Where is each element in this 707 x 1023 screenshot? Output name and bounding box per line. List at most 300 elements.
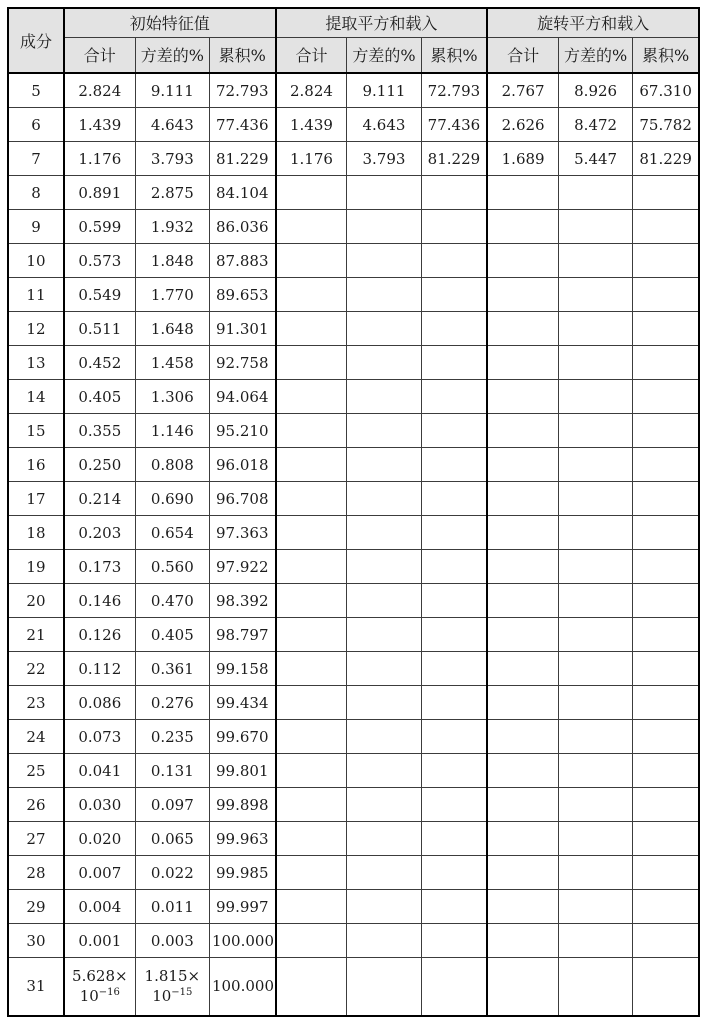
value-cell	[487, 346, 558, 380]
value-cell	[487, 448, 558, 482]
value-cell	[421, 924, 487, 958]
subheader-total: 合计	[276, 37, 347, 73]
value-cell	[276, 482, 347, 516]
value-cell: 0.452	[64, 346, 135, 380]
table-row	[8, 346, 699, 380]
value-cell: 99.801	[209, 754, 275, 788]
table-row	[8, 176, 699, 210]
table-body	[8, 73, 699, 1016]
value-cell	[487, 822, 558, 856]
value-cell: 3.793	[135, 142, 209, 176]
value-cell	[487, 890, 558, 924]
value-cell	[558, 686, 632, 720]
subheader-total: 合计	[487, 37, 558, 73]
value-cell	[421, 686, 487, 720]
value-cell: 0.560	[135, 550, 209, 584]
value-cell	[633, 380, 699, 414]
value-cell: 2.824	[276, 73, 347, 108]
value-cell	[487, 550, 558, 584]
value-cell	[633, 618, 699, 652]
subheader-cumulative-pct: 累积%	[633, 37, 699, 73]
value-cell: 99.898	[209, 788, 275, 822]
table-row	[8, 856, 699, 890]
value-cell	[276, 584, 347, 618]
value-cell	[633, 414, 699, 448]
value-cell	[276, 380, 347, 414]
value-cell	[347, 244, 421, 278]
value-cell	[347, 652, 421, 686]
value-cell: 84.104	[209, 176, 275, 210]
table-row	[8, 822, 699, 856]
value-cell	[347, 788, 421, 822]
value-cell: 72.793	[209, 73, 275, 108]
value-cell-scientific: 1.815× $10^{-15}$	[135, 958, 209, 1017]
component-cell: 28	[8, 856, 64, 890]
value-cell: 81.229	[209, 142, 275, 176]
header-group-initial-eigenvalues: 初始特征值	[64, 8, 276, 37]
value-cell	[633, 312, 699, 346]
value-cell: 99.670	[209, 720, 275, 754]
table-row	[8, 652, 699, 686]
value-cell	[487, 584, 558, 618]
component-cell: 12	[8, 312, 64, 346]
value-cell	[276, 788, 347, 822]
value-cell	[276, 346, 347, 380]
value-cell	[421, 516, 487, 550]
value-cell	[347, 278, 421, 312]
value-cell	[347, 720, 421, 754]
value-cell	[633, 822, 699, 856]
subheader-pct-variance: 方差的%	[558, 37, 632, 73]
value-cell	[487, 414, 558, 448]
value-cell	[421, 890, 487, 924]
value-cell: 97.363	[209, 516, 275, 550]
value-cell: 91.301	[209, 312, 275, 346]
value-cell	[633, 720, 699, 754]
value-cell	[347, 822, 421, 856]
value-cell	[633, 754, 699, 788]
value-cell: 1.176	[64, 142, 135, 176]
value-cell	[558, 890, 632, 924]
value-cell: 0.003	[135, 924, 209, 958]
value-cell	[633, 278, 699, 312]
value-cell	[276, 652, 347, 686]
value-cell	[558, 652, 632, 686]
value-cell	[558, 482, 632, 516]
value-cell	[558, 822, 632, 856]
value-cell	[558, 278, 632, 312]
value-cell	[347, 754, 421, 788]
header-component: 成分	[8, 8, 64, 73]
value-cell: 0.355	[64, 414, 135, 448]
value-cell	[347, 550, 421, 584]
value-cell	[421, 652, 487, 686]
component-cell: 22	[8, 652, 64, 686]
value-cell	[276, 244, 347, 278]
value-cell	[421, 958, 487, 1017]
value-cell	[421, 278, 487, 312]
value-cell	[487, 244, 558, 278]
value-cell	[633, 652, 699, 686]
value-cell: 0.405	[64, 380, 135, 414]
value-cell: 72.793	[421, 73, 487, 108]
component-cell: 26	[8, 788, 64, 822]
value-cell: 0.041	[64, 754, 135, 788]
component-cell: 24	[8, 720, 64, 754]
value-cell	[487, 652, 558, 686]
component-cell: 19	[8, 550, 64, 584]
value-cell: 9.111	[135, 73, 209, 108]
value-cell	[633, 686, 699, 720]
value-cell: 86.036	[209, 210, 275, 244]
value-cell: 96.708	[209, 482, 275, 516]
value-cell: 92.758	[209, 346, 275, 380]
value-cell: 0.573	[64, 244, 135, 278]
value-cell	[421, 448, 487, 482]
group-header-row	[8, 8, 699, 37]
table-row	[8, 516, 699, 550]
value-cell: 5.447	[558, 142, 632, 176]
value-cell	[421, 584, 487, 618]
value-cell: 96.018	[209, 448, 275, 482]
value-cell: 100.000	[209, 924, 275, 958]
value-cell: 0.599	[64, 210, 135, 244]
value-cell: 87.883	[209, 244, 275, 278]
component-cell: 9	[8, 210, 64, 244]
header-group-rotation-loadings: 旋转平方和载入	[487, 8, 699, 37]
table-row	[8, 73, 699, 108]
value-cell	[558, 550, 632, 584]
value-cell: 0.020	[64, 822, 135, 856]
value-cell	[633, 958, 699, 1017]
value-cell: 0.073	[64, 720, 135, 754]
table-row	[8, 108, 699, 142]
value-cell: 0.097	[135, 788, 209, 822]
value-cell	[276, 924, 347, 958]
table-row	[8, 142, 699, 176]
value-cell: 99.158	[209, 652, 275, 686]
value-cell	[558, 346, 632, 380]
value-cell: 0.470	[135, 584, 209, 618]
value-cell	[421, 788, 487, 822]
table-row	[8, 312, 699, 346]
value-cell: 0.086	[64, 686, 135, 720]
sub-header-row	[8, 37, 699, 73]
value-cell	[633, 346, 699, 380]
table-row	[8, 686, 699, 720]
component-cell: 25	[8, 754, 64, 788]
value-cell	[558, 210, 632, 244]
value-cell: 81.229	[421, 142, 487, 176]
value-cell	[276, 686, 347, 720]
value-cell	[421, 754, 487, 788]
value-cell-scientific: 5.628× $10^{-16}$	[64, 958, 135, 1017]
value-cell	[276, 856, 347, 890]
subheader-pct-variance: 方差的%	[347, 37, 421, 73]
value-cell	[558, 448, 632, 482]
value-cell	[487, 278, 558, 312]
value-cell: 1.848	[135, 244, 209, 278]
value-cell: 77.436	[421, 108, 487, 142]
value-cell: 2.767	[487, 73, 558, 108]
value-cell	[487, 210, 558, 244]
component-cell: 30	[8, 924, 64, 958]
value-cell	[633, 516, 699, 550]
value-cell: 1.689	[487, 142, 558, 176]
component-cell: 15	[8, 414, 64, 448]
component-cell: 11	[8, 278, 64, 312]
value-cell: 75.782	[633, 108, 699, 142]
value-cell	[421, 380, 487, 414]
value-cell	[276, 278, 347, 312]
value-cell	[633, 448, 699, 482]
value-cell: 8.472	[558, 108, 632, 142]
value-cell	[558, 788, 632, 822]
table-row	[8, 210, 699, 244]
table-header	[8, 8, 699, 73]
value-cell: 1.458	[135, 346, 209, 380]
value-cell: 89.653	[209, 278, 275, 312]
value-cell: 98.392	[209, 584, 275, 618]
value-cell: 0.131	[135, 754, 209, 788]
value-cell: 0.022	[135, 856, 209, 890]
table-row	[8, 278, 699, 312]
component-cell: 10	[8, 244, 64, 278]
value-cell: 0.007	[64, 856, 135, 890]
value-cell: 4.643	[347, 108, 421, 142]
value-cell	[558, 414, 632, 448]
value-cell	[276, 890, 347, 924]
value-cell: 0.065	[135, 822, 209, 856]
value-cell	[347, 380, 421, 414]
value-cell: 0.250	[64, 448, 135, 482]
table-row	[8, 448, 699, 482]
value-cell	[558, 244, 632, 278]
subheader-total: 合计	[64, 37, 135, 73]
value-cell: 1.932	[135, 210, 209, 244]
value-cell: 2.875	[135, 176, 209, 210]
value-cell	[633, 890, 699, 924]
value-cell	[421, 414, 487, 448]
value-cell: 0.511	[64, 312, 135, 346]
value-cell	[558, 958, 632, 1017]
value-cell: 100.000	[209, 958, 275, 1017]
table-row	[8, 890, 699, 924]
value-cell: 0.203	[64, 516, 135, 550]
value-cell	[347, 686, 421, 720]
value-cell: 97.922	[209, 550, 275, 584]
value-cell	[487, 924, 558, 958]
value-cell	[633, 856, 699, 890]
value-cell: 99.997	[209, 890, 275, 924]
component-cell: 16	[8, 448, 64, 482]
component-cell: 14	[8, 380, 64, 414]
value-cell: 0.654	[135, 516, 209, 550]
value-cell: 1.306	[135, 380, 209, 414]
value-cell	[487, 176, 558, 210]
value-cell: 0.030	[64, 788, 135, 822]
value-cell	[633, 584, 699, 618]
value-cell	[347, 924, 421, 958]
value-cell	[276, 210, 347, 244]
value-cell: 95.210	[209, 414, 275, 448]
component-cell: 20	[8, 584, 64, 618]
value-cell	[421, 482, 487, 516]
value-cell: 0.112	[64, 652, 135, 686]
value-cell	[487, 856, 558, 890]
value-cell	[558, 380, 632, 414]
value-cell: 0.276	[135, 686, 209, 720]
value-cell	[558, 312, 632, 346]
value-cell: 1.770	[135, 278, 209, 312]
value-cell	[421, 720, 487, 754]
value-cell	[558, 176, 632, 210]
component-cell: 29	[8, 890, 64, 924]
value-cell	[347, 516, 421, 550]
value-cell	[487, 754, 558, 788]
table-row	[8, 788, 699, 822]
table-row	[8, 380, 699, 414]
value-cell: 0.146	[64, 584, 135, 618]
value-cell	[421, 210, 487, 244]
value-cell: 2.626	[487, 108, 558, 142]
value-cell	[421, 244, 487, 278]
value-cell	[276, 754, 347, 788]
component-cell: 8	[8, 176, 64, 210]
table-row	[8, 482, 699, 516]
component-cell: 31	[8, 958, 64, 1017]
value-cell: 77.436	[209, 108, 275, 142]
value-cell: 4.643	[135, 108, 209, 142]
value-cell: 1.176	[276, 142, 347, 176]
value-cell	[276, 312, 347, 346]
value-cell: 0.361	[135, 652, 209, 686]
value-cell	[633, 788, 699, 822]
table-row	[8, 618, 699, 652]
value-cell	[276, 550, 347, 584]
component-cell: 7	[8, 142, 64, 176]
value-cell: 98.797	[209, 618, 275, 652]
value-cell: 99.985	[209, 856, 275, 890]
table-row	[8, 958, 699, 1017]
value-cell	[347, 482, 421, 516]
value-cell	[421, 550, 487, 584]
value-cell	[276, 448, 347, 482]
value-cell	[633, 176, 699, 210]
value-cell	[487, 312, 558, 346]
table-row	[8, 754, 699, 788]
value-cell	[421, 822, 487, 856]
value-cell	[347, 890, 421, 924]
subheader-cumulative-pct: 累积%	[209, 37, 275, 73]
value-cell	[633, 924, 699, 958]
component-cell: 5	[8, 73, 64, 108]
subheader-pct-variance: 方差的%	[135, 37, 209, 73]
value-cell	[633, 244, 699, 278]
value-cell	[276, 822, 347, 856]
value-cell	[421, 176, 487, 210]
value-cell: 0.235	[135, 720, 209, 754]
value-cell	[487, 618, 558, 652]
value-cell	[276, 516, 347, 550]
value-cell	[558, 856, 632, 890]
value-cell: 3.793	[347, 142, 421, 176]
variance-explained-table	[7, 7, 700, 1017]
value-cell: 0.549	[64, 278, 135, 312]
value-cell: 99.963	[209, 822, 275, 856]
value-cell: 0.214	[64, 482, 135, 516]
value-cell: 1.439	[276, 108, 347, 142]
component-cell: 27	[8, 822, 64, 856]
value-cell	[487, 482, 558, 516]
value-cell: 1.439	[64, 108, 135, 142]
value-cell	[421, 618, 487, 652]
subheader-cumulative-pct: 累积%	[421, 37, 487, 73]
value-cell	[347, 346, 421, 380]
value-cell: 0.004	[64, 890, 135, 924]
value-cell	[558, 754, 632, 788]
value-cell: 0.126	[64, 618, 135, 652]
table-row	[8, 414, 699, 448]
value-cell: 1.648	[135, 312, 209, 346]
value-cell: 94.064	[209, 380, 275, 414]
value-cell	[421, 312, 487, 346]
value-cell	[633, 550, 699, 584]
component-cell: 17	[8, 482, 64, 516]
value-cell	[558, 516, 632, 550]
value-cell	[558, 618, 632, 652]
header-group-extraction-loadings: 提取平方和载入	[276, 8, 488, 37]
value-cell: 0.891	[64, 176, 135, 210]
value-cell	[421, 856, 487, 890]
value-cell	[347, 958, 421, 1017]
value-cell	[276, 414, 347, 448]
value-cell	[347, 856, 421, 890]
value-cell	[276, 618, 347, 652]
component-cell: 23	[8, 686, 64, 720]
value-cell: 99.434	[209, 686, 275, 720]
value-cell	[558, 720, 632, 754]
value-cell	[558, 584, 632, 618]
value-cell: 0.690	[135, 482, 209, 516]
value-cell: 67.310	[633, 73, 699, 108]
value-cell	[487, 686, 558, 720]
value-cell: 2.824	[64, 73, 135, 108]
value-cell: 1.146	[135, 414, 209, 448]
value-cell: 81.229	[633, 142, 699, 176]
value-cell	[276, 720, 347, 754]
value-cell	[347, 448, 421, 482]
value-cell	[276, 958, 347, 1017]
value-cell	[558, 924, 632, 958]
table-row	[8, 924, 699, 958]
table-row	[8, 550, 699, 584]
value-cell: 0.011	[135, 890, 209, 924]
value-cell	[633, 210, 699, 244]
value-cell	[487, 720, 558, 754]
table-row	[8, 244, 699, 278]
value-cell	[347, 584, 421, 618]
value-cell	[487, 958, 558, 1017]
value-cell: 0.173	[64, 550, 135, 584]
component-cell: 13	[8, 346, 64, 380]
value-cell	[347, 176, 421, 210]
value-cell	[276, 176, 347, 210]
component-cell: 21	[8, 618, 64, 652]
value-cell	[347, 414, 421, 448]
value-cell	[633, 482, 699, 516]
table-row	[8, 720, 699, 754]
